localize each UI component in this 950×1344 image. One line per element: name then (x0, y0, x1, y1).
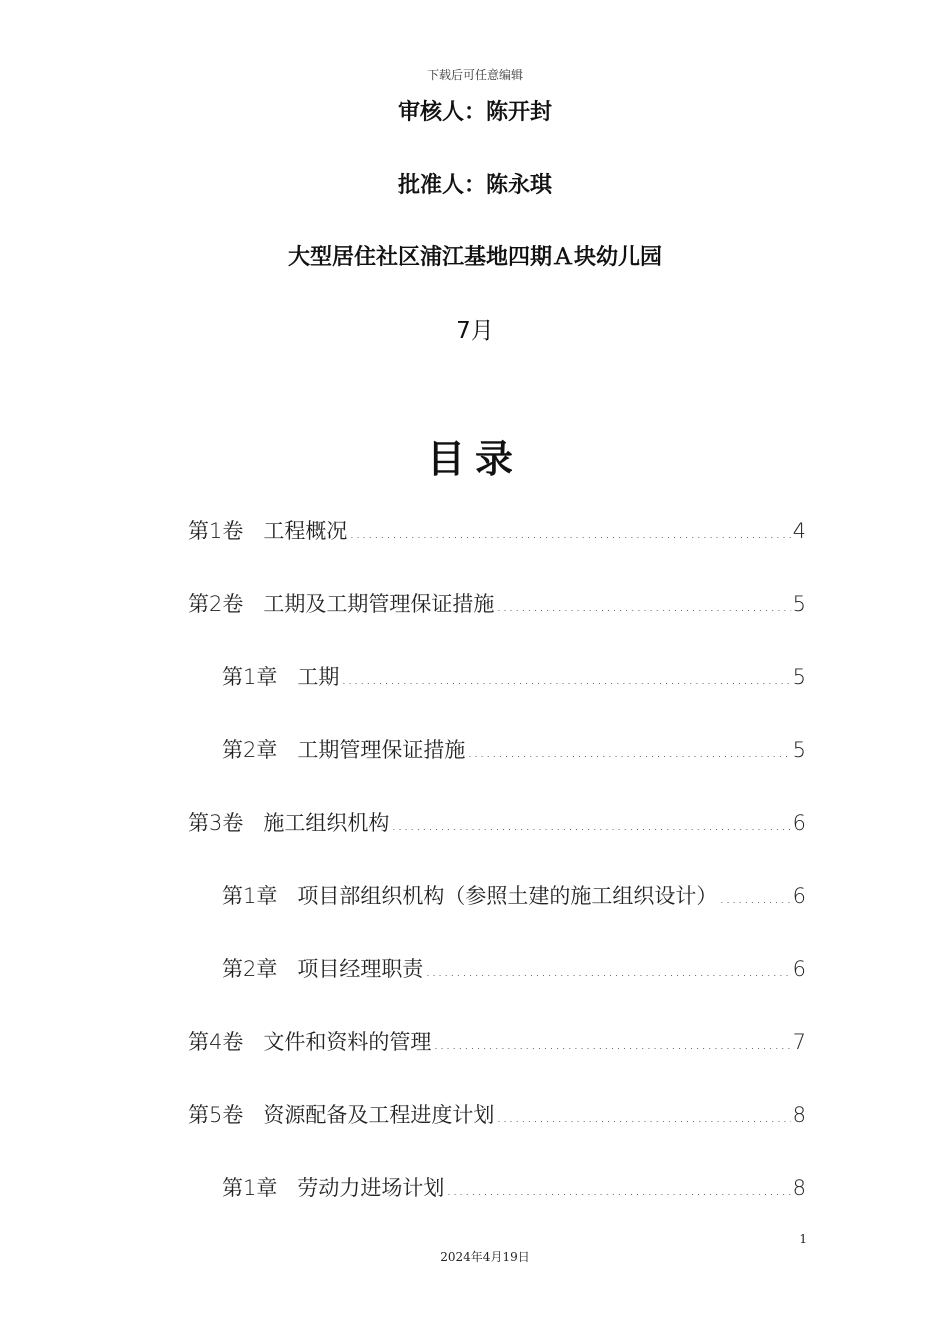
toc-entry-number: 第3卷 (188, 811, 244, 835)
toc-entry-page: 4 (792, 519, 806, 543)
toc-entry[interactable] (188, 1026, 806, 1066)
toc-entry-number: 第1章 (222, 884, 278, 908)
toc-entry[interactable] (222, 953, 806, 993)
toc-entry[interactable] (188, 515, 806, 555)
toc-entry[interactable] (222, 734, 806, 774)
toc-entry-title: 工期及工期管理保证措施 (263, 592, 495, 616)
toc-entry-page: 8 (792, 1103, 806, 1127)
toc-entry-page: 6 (792, 884, 806, 908)
toc-leader-dots (446, 1180, 790, 1199)
toc-entry-page: 6 (792, 957, 806, 981)
toc-leader-dots (391, 815, 790, 834)
toc-entry-title: 项目部组织机构（参照土建的施工组织设计） (297, 884, 718, 908)
toc-entry-title: 劳动力进场计划 (297, 1176, 445, 1200)
toc-entry-page: 5 (792, 592, 806, 616)
toc-leader-dots (496, 1107, 790, 1126)
toc-entry-title: 工期 (297, 665, 340, 689)
toc-leader-dots (496, 596, 790, 615)
toc-entry-number: 第2卷 (188, 592, 244, 616)
toc-entry[interactable] (188, 1099, 806, 1139)
header-note: 下载后可任意编辑 (426, 68, 523, 82)
toc-entry-number: 第1章 (222, 665, 278, 689)
toc-entry-title: 项目经理职责 (297, 957, 424, 981)
toc-entry-title: 资源配备及工程进度计划 (263, 1103, 495, 1127)
toc-entry-page: 5 (792, 738, 806, 762)
toc-leader-dots (341, 669, 790, 688)
page-number: 1 (799, 1232, 807, 1246)
toc-entry-page: 8 (792, 1176, 806, 1200)
toc-entry-number: 第5卷 (188, 1103, 244, 1127)
toc-entry[interactable] (188, 588, 806, 628)
toc-entry[interactable] (222, 880, 806, 920)
approver-line: 批准人：陈永琪 (397, 173, 552, 198)
toc-leader-dots (467, 742, 790, 761)
toc-leader-dots (425, 961, 790, 980)
toc-entry-number: 第1卷 (188, 519, 244, 543)
toc-entry-number: 第1章 (222, 1176, 278, 1200)
toc-entry-title: 文件和资料的管理 (263, 1030, 432, 1054)
toc-entry[interactable] (222, 661, 806, 701)
toc-entry-title: 工程概况 (263, 519, 348, 543)
toc-entry-title: 工期管理保证措施 (297, 738, 466, 762)
toc-entry-page: 5 (792, 665, 806, 689)
toc-entry-page: 7 (792, 1030, 806, 1054)
toc-entry[interactable] (188, 807, 806, 847)
toc-leader-dots (349, 523, 790, 542)
footer-date: 2024年4月19日 (440, 1250, 530, 1264)
toc-leader-dots (719, 888, 790, 907)
reviewer-line: 审核人：陈开封 (397, 100, 552, 125)
toc-entry-title: 施工组织机构 (263, 811, 390, 835)
toc-entry-page: 6 (792, 811, 806, 835)
toc-entry[interactable] (222, 1172, 806, 1212)
project-name: 大型居住社区浦江基地四期Ａ块幼儿园 (287, 245, 662, 270)
toc-entry-number: 第4卷 (188, 1030, 244, 1054)
toc-entry-number: 第2章 (222, 738, 278, 762)
toc-leader-dots (433, 1034, 790, 1053)
month-line: 7月 (456, 318, 494, 344)
toc-title: 目录 (426, 437, 523, 481)
toc-entry-number: 第2章 (222, 957, 278, 981)
